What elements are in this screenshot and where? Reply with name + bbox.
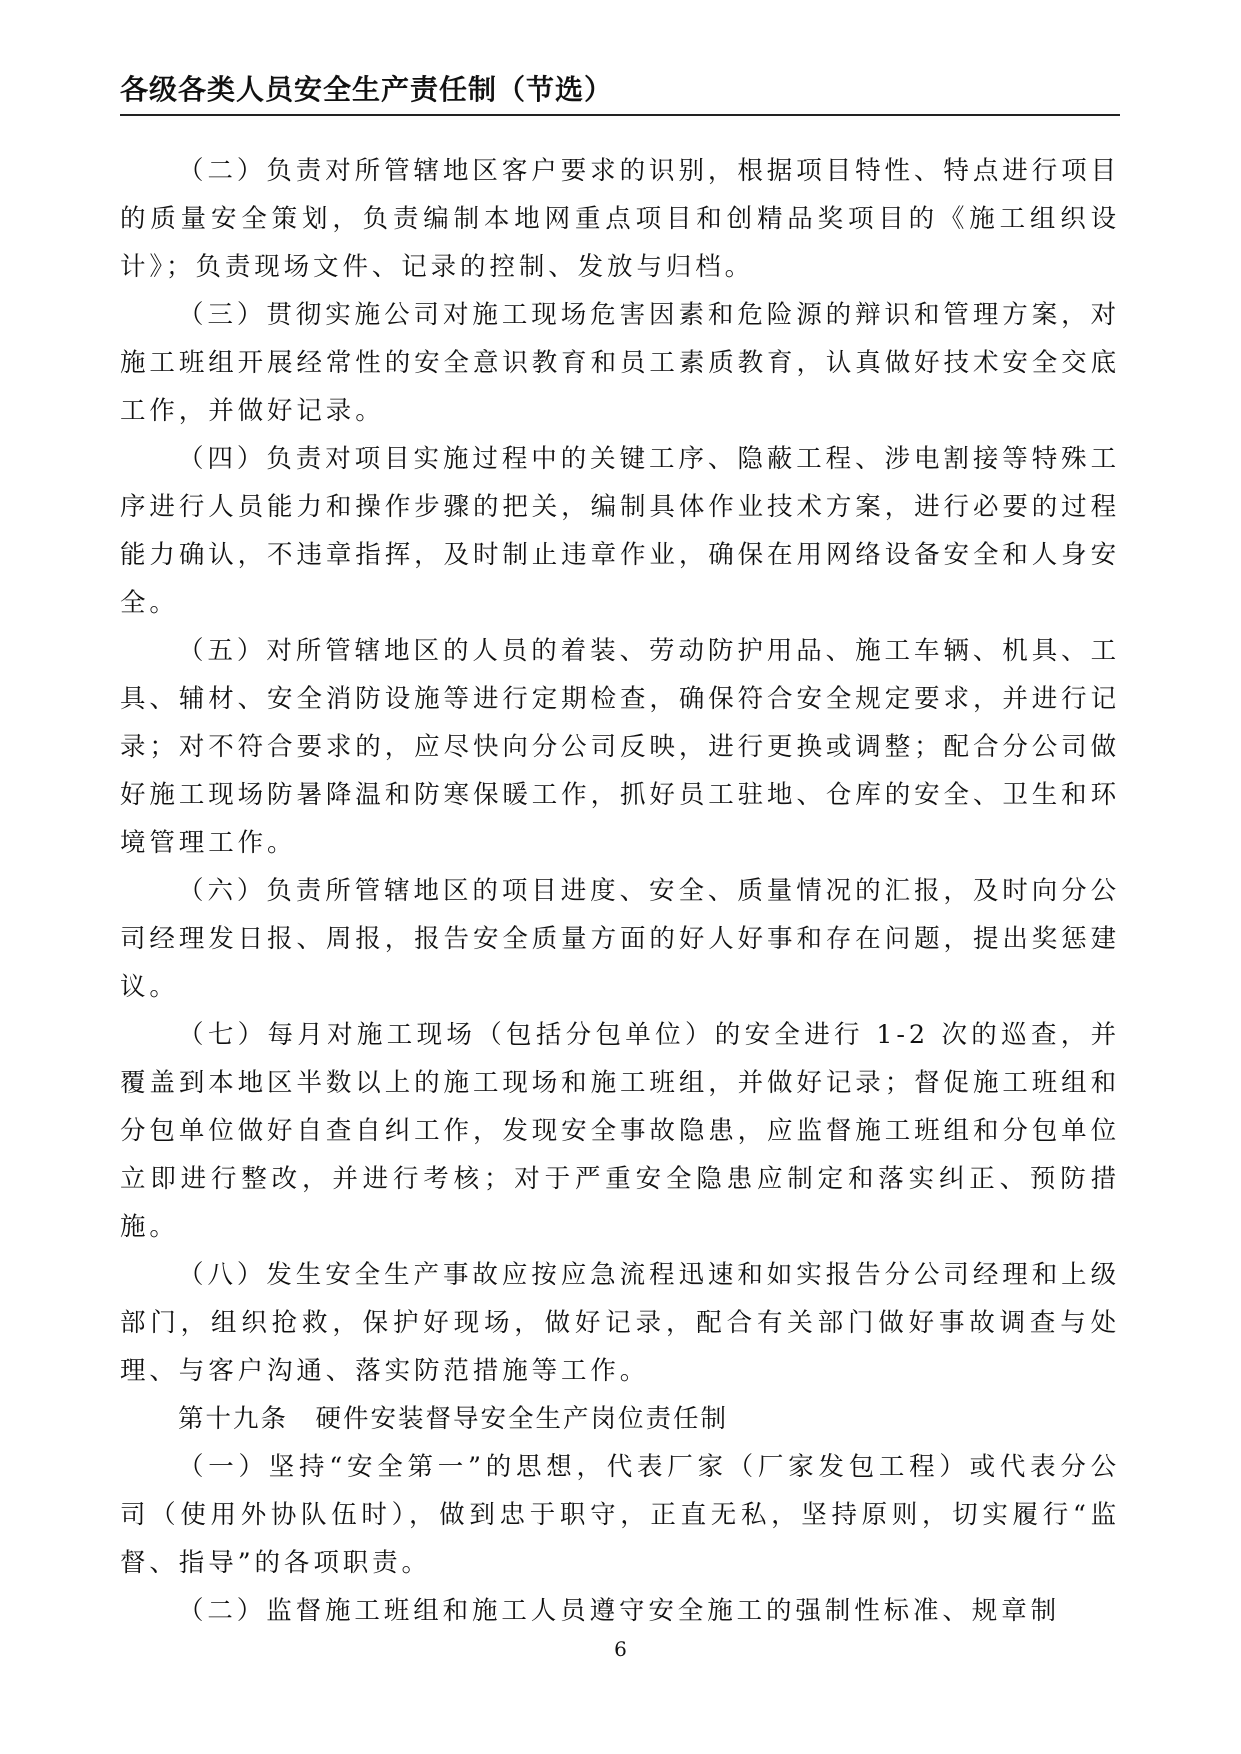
article-heading-19: 第十九条 硬件安装督导安全生产岗位责任制 xyxy=(178,1404,729,1434)
paragraph-item-4: （四）负责对项目实施过程中的关键工序、隐蔽工程、涉电割接等特殊工序进行人员能力和操作步骤的把关，编制具体作业技术方案，进行必要的过程能力确认，不违章指挥，及时制止违章作业，确保在用网络设备安全和人身安全。 xyxy=(120,444,1120,618)
page-number: 6 xyxy=(614,1637,627,1661)
paragraph-item-1-article-19: （一）坚持“安全第一”的思想，代表厂家（厂家发包工程）或代表分公司（使用外协队伍时），做到忠于职守，正直无私，坚持原则，切实履行“监督、指导”的各项职责。 xyxy=(120,1452,1120,1578)
paragraph-item-8: （八）发生安全生产事故应按应急流程迅速和如实报告分公司经理和上级部门，组织抢救，保护好现场，做好记录，配合有关部门做好事故调查与处理、与客户沟通、落实防范措施等工作。 xyxy=(120,1260,1120,1386)
page-header xyxy=(120,74,1120,116)
paragraph-item-5: （五）对所管辖地区的人员的着装、劳动防护用品、施工车辆、机具、工具、辅材、安全消防设施等进行定期检查，确保符合安全规定要求，并进行记录；对不符合要求的，应尽快向分公司反映，进行更换或调整；配合分公司做好施工现场防暑降温和防寒保暖工作，抓好员工驻地、仓库的安全、卫生和环境管理工作。 xyxy=(120,636,1120,858)
paragraph-item-3: （三）贯彻实施公司对施工现场危害因素和危险源的辩识和管理方案，对施工班组开展经常性的安全意识教育和员工素质教育，认真做好技术安全交底工作，并做好记录。 xyxy=(120,300,1120,426)
paragraph-item-2: （二）负责对所管辖地区客户要求的识别，根据项目特性、特点进行项目的质量安全策划，负责编制本地网重点项目和创精品奖项目的《施工组织设计》；负责现场文件、记录的控制、发放与归档。 xyxy=(120,156,1120,282)
paragraph-item-6: （六）负责所管辖地区的项目进度、安全、质量情况的汇报，及时向分公司经理发日报、周报，报告安全质量方面的好人好事和存在问题，提出奖惩建议。 xyxy=(120,876,1120,1002)
paragraph-item-7: （七）每月对施工现场（包括分包单位）的安全进行 1-2 次的巡查，并覆盖到本地区半数以上的施工现场和施工班组，并做好记录；督促施工班组和分包单位做好自查自纠工作，发现安全事故隐患，应监督施工班组和分包单位立即进行整改，并进行考核；对于严重安全隐患应制定和落实纠正、预防措施。 xyxy=(120,1020,1120,1242)
document-body xyxy=(120,147,1120,1635)
document-title: 各级各类人员安全生产责任制（节选） xyxy=(120,73,614,106)
paragraph-item-2-article-19: （二）监督施工班组和施工人员遵守安全施工的强制性标准、规章制 xyxy=(178,1596,1061,1626)
